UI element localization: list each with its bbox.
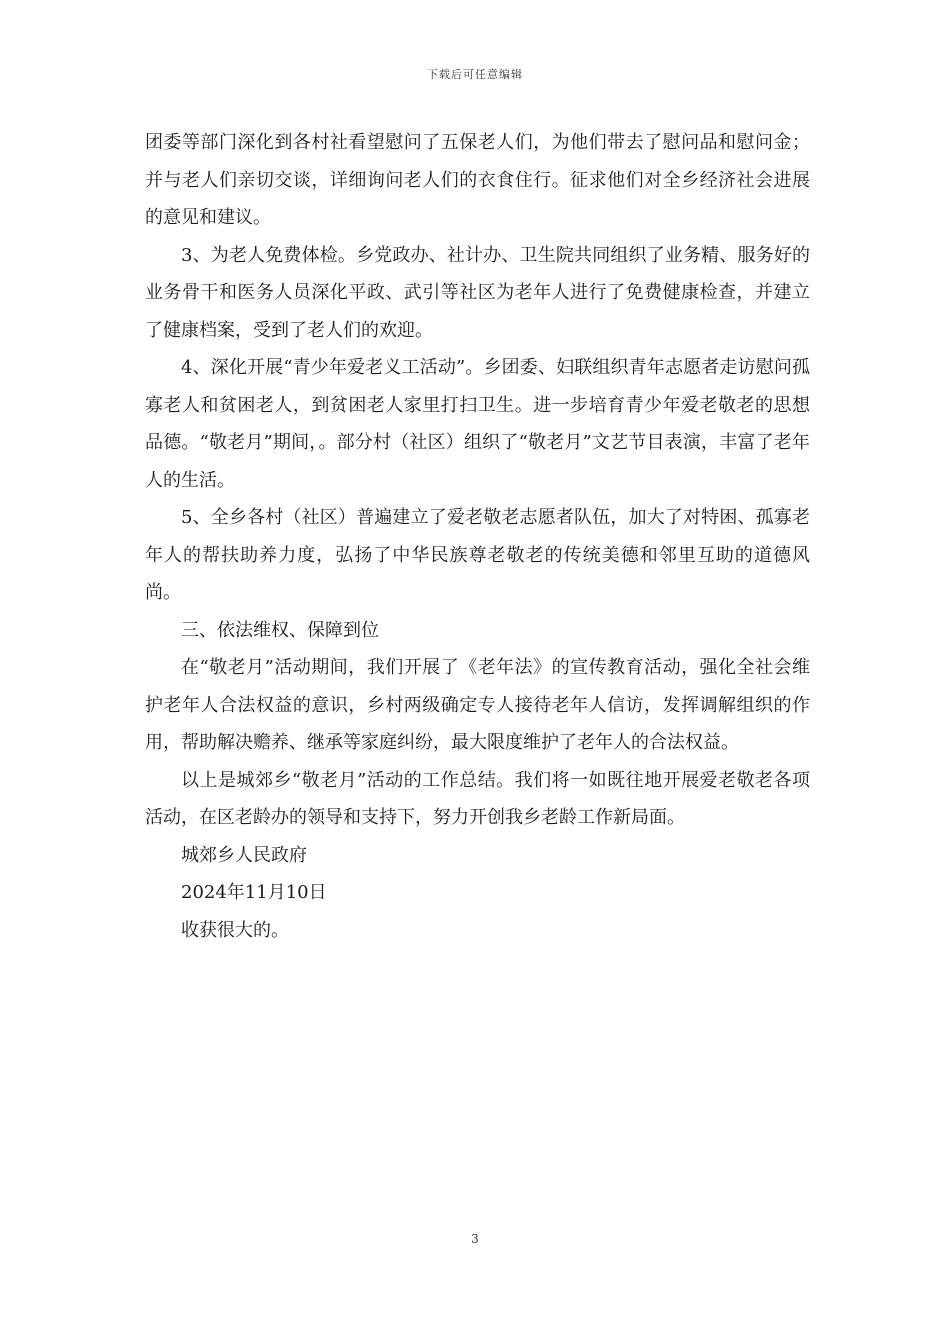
paragraph-item-5: 5、全乡各村（社区）普遍建立了爱老敬老志愿者队伍，加大了对特困、孤寡老年人的帮扶助养力度，弘扬了中华民族尊老敬老的传统美德和邻里互助的道德风尚。 [145, 507, 810, 603]
section-heading: 三、依法维权、保障到位 [181, 619, 379, 641]
paragraph-item-4: 4、深化开展“青少年爱老义工活动”。乡团委、妇联组织青年志愿者走访慰问孤寡老人和贫困老人，到贫困老人家里打扫卫生。进一步培育青少年爱老敬老的思想品德。“敬老月”期间，。部分村（社区）组织了“敬老月”文艺节目表演，丰富了老年人的生活。 [145, 357, 810, 491]
paragraph-continuation: 团委等部门深化到各村社看望慰问了五保老人们，为他们带去了慰问品和慰问金；并与老人们亲切交谈，详细询问老人们的衣食住行。征求他们对全乡经济社会进展的意见和建议。 [145, 132, 810, 228]
paragraph-summary: 以上是城郊乡“敬老月”活动的工作总结。我们将一如既往地开展爱老敬老各项活动，在区老龄办的领导和支持下，努力开创我乡老龄工作新局面。 [145, 769, 810, 828]
paragraph-item-3: 3、为老人免费体检。乡党政办、社计办、卫生院共同组织了业务精、服务好的业务骨干和医务人员深化平政、武引等社区为老年人进行了免费健康检查，并建立了健康档案，受到了老人们的欢迎。 [145, 244, 810, 341]
signature-organization: 城郊乡人民政府 [181, 844, 307, 866]
page-header: 下载后可任意编辑 [427, 68, 523, 81]
closing-line: 收获很大的。 [181, 919, 289, 941]
signature-date: 2024年11月10日 [181, 882, 327, 903]
paragraph-legal-rights: 在“敬老月”活动期间，我们开展了《老年法》的宣传教育活动，强化全社会维护老年人合法权益的意识，乡村两级确定专人接待老年人信访，发挥调解组织的作用，帮助解决赡养、继承等家庭纠纷，最大限度维护了老年人的合法权益。 [145, 657, 810, 753]
document-body [145, 124, 810, 949]
page-number: 3 [471, 1232, 479, 1246]
